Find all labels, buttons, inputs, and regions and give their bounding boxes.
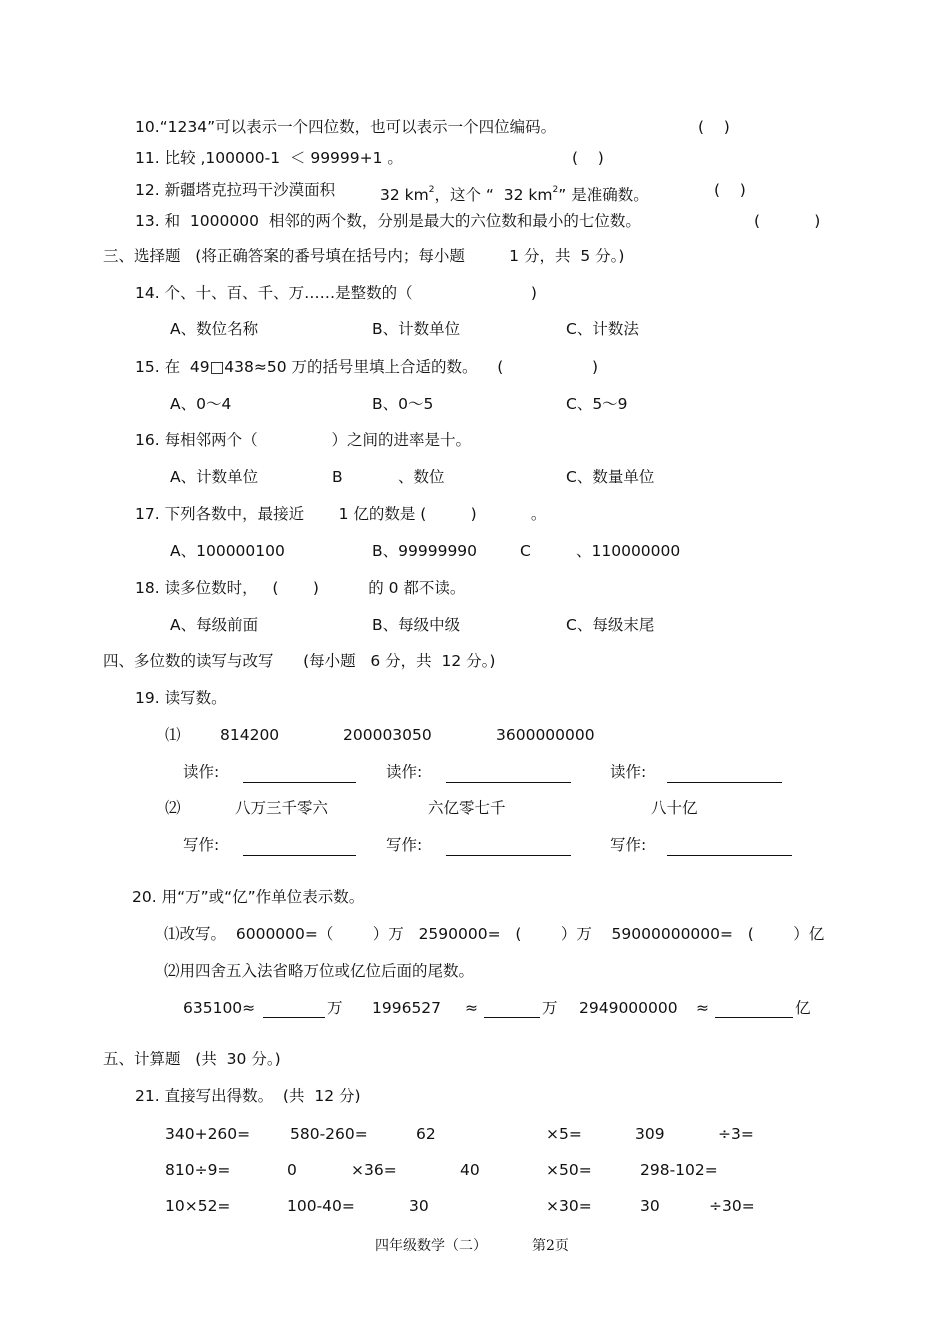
q14-stem: 14. 个、十、百、千、万……是整数的（ ) (135, 284, 537, 302)
q19-write-blank-1[interactable] (243, 855, 356, 856)
q21-stem: 21. 直接写出得数。 (共 12 分) (135, 1087, 361, 1105)
q18-option-c: C、每级末尾 (566, 616, 655, 634)
q20-unit-2: 万 (542, 999, 558, 1017)
calc-r1-c3: 62 (416, 1125, 436, 1143)
q19-write-blank-3[interactable] (667, 855, 792, 856)
q18-stem: 18. 读多位数时， ( ) 的 0 都不读。 (135, 579, 466, 597)
q19-write-label-2: 写作: (386, 836, 423, 854)
calc-r3-c1: 10×52= (165, 1197, 231, 1215)
calc-r2-c2: 0 (287, 1161, 297, 1179)
q20-approx-2: ≈ (465, 999, 478, 1017)
q15-option-c: C、5～9 (566, 395, 628, 413)
q20-round-1: 635100≈ (183, 999, 256, 1017)
q12-text-a: 12. 新疆塔克拉玛干沙漠面积 (135, 181, 336, 199)
q19-read-blank-2[interactable] (446, 782, 571, 783)
calc-r1-c6: ÷3= (718, 1125, 754, 1143)
q13-text: 13. 和 1000000 相邻的两个数，分别是最大的六位数和最小的七位数。 (135, 212, 641, 230)
q16-option-b-letter: B (332, 468, 343, 486)
q18-option-b: B、每级中级 (372, 616, 461, 634)
calc-r3-c2: 100-40= (287, 1197, 355, 1215)
q20-part2: ⑵用四舍五入法省略万位或亿位后面的尾数。 (164, 962, 475, 980)
q19-read-label-3: 读作: (610, 763, 647, 781)
q19-write-label-3: 写作: (610, 836, 647, 854)
q19-words-1: 八万三千零六 (235, 799, 329, 817)
calc-r2-c6: 298-102= (640, 1161, 718, 1179)
q20-round-3: 2949000000 (579, 999, 678, 1017)
q17-option-c-letter: C (520, 542, 531, 560)
section3-title: 三、选择题 (将正确答案的番号填在括号内；每小题 1 分，共 5 分。) (103, 247, 625, 265)
q19-part2-marker: ⑵ (165, 799, 181, 817)
q10-paren: ( ) (698, 118, 730, 136)
q17-stem: 17. 下列各数中，最接近 1 亿的数是 ( ) 。 (135, 505, 547, 523)
q20-stem: 20. 用“万”或“亿”作单位表示数。 (132, 888, 365, 906)
footer-page-number: 第2页 (532, 1238, 569, 1254)
calc-r1-c5: 309 (635, 1125, 665, 1143)
q13-paren: ( ) (754, 212, 821, 230)
q20-approx-3: ≈ (696, 999, 709, 1017)
calc-r1-c1: 340+260= (165, 1125, 251, 1143)
q16-option-b-text: 、数位 (398, 468, 445, 486)
q20-round-2: 1996527 (372, 999, 442, 1017)
calc-r1-c4: ×5= (546, 1125, 582, 1143)
q14-option-a: A、数位名称 (170, 320, 259, 338)
calc-r3-c5: 30 (640, 1197, 660, 1215)
q10-text: 10.“1234”可以表示一个四位数，也可以表示一个四位编码。 (135, 118, 557, 136)
q20-round-blank-2[interactable] (484, 1017, 540, 1018)
q11-text: 11. 比较 ,100000-1 ＜ 99999+1 。 (135, 149, 403, 167)
section4-title: 四、多位数的读写与改写 (每小题 6 分，共 12 分。) (103, 652, 496, 670)
q14-option-b: B、计数单位 (372, 320, 461, 338)
q19-words-3: 八十亿 (651, 799, 698, 817)
q17-option-a: A、100000100 (170, 542, 285, 560)
q19-number-1: 814200 (220, 726, 280, 744)
q16-stem: 16. 每相邻两个（ ）之间的进率是十。 (135, 431, 471, 449)
q19-read-blank-3[interactable] (667, 782, 782, 783)
section5-title: 五、计算题 (共 30 分。) (103, 1050, 281, 1068)
q15-option-a: A、0～4 (170, 395, 232, 413)
q16-option-a: A、计数单位 (170, 468, 259, 486)
q20-part1: ⑴改写。 6000000=（ ）万 2590000= ( ）万 59000000000= ( ）亿 (164, 925, 825, 943)
q20-unit-1: 万 (327, 999, 343, 1017)
q11-paren: ( ) (572, 149, 604, 167)
q18-option-a: A、每级前面 (170, 616, 259, 634)
q19-part1-marker: ⑴ (165, 726, 181, 744)
q12-text-b: 32 $km^2$，这个 “ 32 $km^2$” 是准确数。 (380, 185, 649, 204)
q19-stem: 19. 读写数。 (135, 689, 227, 707)
q19-number-2: 200003050 (343, 726, 432, 744)
q20-round-blank-1[interactable] (263, 1017, 325, 1018)
q19-read-blank-1[interactable] (243, 782, 356, 783)
q15-stem: 15. 在 49□438≈50 万的括号里填上合适的数。 ( ) (135, 358, 599, 376)
q17-option-b: B、99999990 (372, 542, 478, 560)
q15-option-b: B、0～5 (372, 395, 434, 413)
calc-r3-c4: ×30= (546, 1197, 592, 1215)
q19-number-3: 3600000000 (496, 726, 595, 744)
calc-r3-c3: 30 (409, 1197, 429, 1215)
q17-option-c-text: 、110000000 (576, 542, 681, 560)
q14-option-c: C、计数法 (566, 320, 639, 338)
calc-r1-c2: 580-260= (290, 1125, 368, 1143)
footer-subject: 四年级数学（二） (375, 1238, 487, 1254)
calc-r2-c1: 810÷9= (165, 1161, 231, 1179)
q12-paren: ( ) (714, 181, 746, 199)
q20-round-blank-3[interactable] (715, 1017, 793, 1018)
q20-unit-3: 亿 (795, 999, 811, 1017)
calc-r3-c6: ÷30= (709, 1197, 755, 1215)
calc-r2-c3: ×36= (351, 1161, 397, 1179)
calc-r2-c5: ×50= (546, 1161, 592, 1179)
q19-read-label-2: 读作: (386, 763, 423, 781)
q19-words-2: 六亿零七千 (428, 799, 506, 817)
q19-write-blank-2[interactable] (446, 855, 571, 856)
q16-option-c: C、数量单位 (566, 468, 655, 486)
calc-r2-c4: 40 (460, 1161, 480, 1179)
q19-write-label-1: 写作: (183, 836, 220, 854)
q19-read-label-1: 读作: (183, 763, 220, 781)
